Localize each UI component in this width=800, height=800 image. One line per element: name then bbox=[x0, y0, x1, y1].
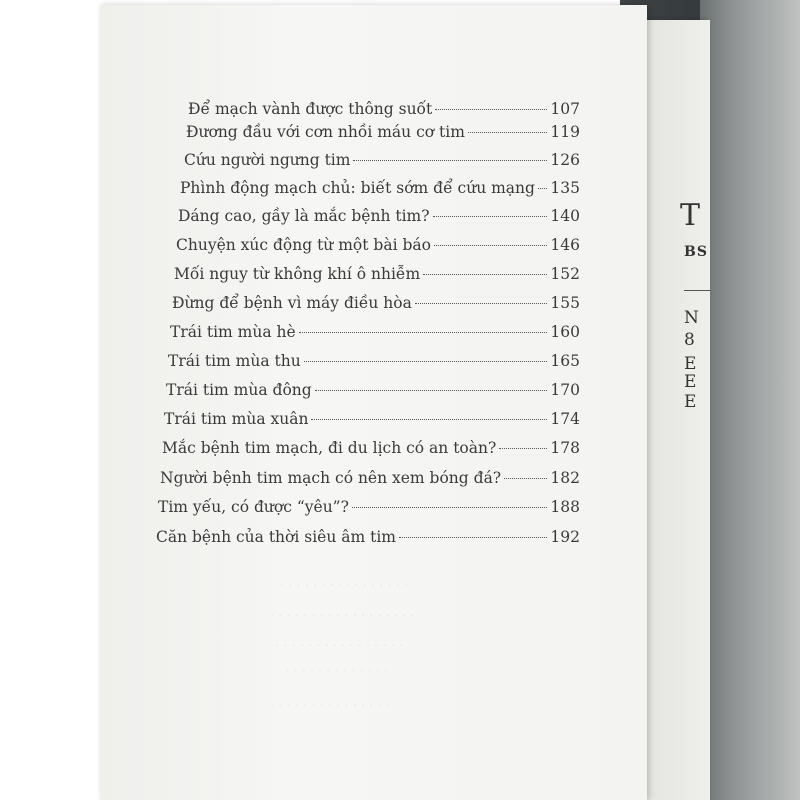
toc-entry[interactable] bbox=[166, 381, 580, 405]
toc-leader-dots bbox=[352, 507, 548, 508]
toc-page-number: 126 bbox=[550, 151, 580, 169]
toc-entry[interactable] bbox=[180, 179, 580, 203]
toc-entry-title: Trái tim mùa xuân bbox=[164, 410, 309, 428]
adjacent-page-title: T bbox=[680, 198, 701, 233]
adjacent-page-line: E bbox=[684, 354, 697, 374]
toc-entry-title: Người bệnh tim mạch có nên xem bóng đá? bbox=[160, 469, 502, 487]
toc-page-number: 146 bbox=[550, 236, 580, 254]
toc-page-number: 182 bbox=[550, 469, 580, 487]
toc-page-number: 192 bbox=[550, 528, 580, 546]
toc-entry-title: Trái tim mùa hè bbox=[170, 323, 296, 341]
toc-page-number: 119 bbox=[550, 123, 580, 141]
toc-page-number: 135 bbox=[550, 179, 580, 197]
toc-leader-dots bbox=[353, 160, 547, 161]
toc-entry[interactable] bbox=[186, 123, 580, 147]
background-book-edge bbox=[700, 0, 800, 800]
toc-leader-dots bbox=[311, 419, 547, 420]
toc-page-number: 188 bbox=[550, 498, 580, 516]
toc-entry[interactable] bbox=[156, 528, 580, 552]
toc-leader-dots bbox=[468, 132, 548, 133]
toc-page-number: 160 bbox=[550, 323, 580, 341]
toc-entry[interactable] bbox=[158, 498, 580, 522]
toc-entry-title: Để mạch vành được thông suốt bbox=[188, 100, 433, 118]
bleed-through-text: . . . . . . . . . . . . . bbox=[285, 660, 389, 675]
toc-entry-title: Chuyện xúc động từ một bài báo bbox=[176, 236, 431, 254]
toc-leader-dots bbox=[434, 245, 547, 246]
toc-page-number: 152 bbox=[550, 265, 580, 283]
adjacent-page-line: 8 bbox=[684, 330, 695, 350]
toc-leader-dots bbox=[433, 216, 548, 217]
toc-entry[interactable] bbox=[172, 294, 580, 318]
toc-leader-dots bbox=[304, 361, 548, 362]
toc-leader-dots bbox=[399, 537, 547, 538]
toc-entry-title: Đừng để bệnh vì máy điều hòa bbox=[172, 294, 412, 312]
adjacent-page-subtitle: BS bbox=[684, 244, 708, 260]
toc-page-number: 155 bbox=[550, 294, 580, 312]
toc-leader-dots bbox=[435, 109, 547, 110]
toc-page-number: 107 bbox=[550, 100, 580, 118]
toc-entry-title: Cứu người ngưng tim bbox=[184, 151, 351, 169]
bleed-through-text: . . . . . . . . . . . . . . . . bbox=[280, 575, 409, 590]
toc-page-number: 140 bbox=[550, 207, 580, 225]
toc-leader-dots bbox=[415, 303, 548, 304]
toc-leader-dots bbox=[423, 274, 547, 275]
toc-entry-title: Mối nguy từ không khí ô nhiễm bbox=[174, 265, 421, 283]
toc-entry[interactable] bbox=[174, 265, 580, 289]
toc-page-number: 178 bbox=[550, 439, 580, 457]
adjacent-page-line: N bbox=[684, 308, 699, 328]
adjacent-page-line: E bbox=[684, 392, 697, 412]
toc-entry[interactable] bbox=[160, 469, 580, 493]
toc-entry-title: Tim yếu, có được “yêu”? bbox=[158, 498, 349, 516]
bleed-through-text: . . . . . . . . . . . . . . . . bbox=[275, 635, 404, 650]
toc-leader-dots bbox=[299, 332, 548, 333]
toc-leader-dots bbox=[504, 478, 547, 479]
toc-leader-dots bbox=[538, 188, 547, 189]
bleed-through-text: . . . . . . . . . . . . . . . . . . bbox=[270, 605, 415, 620]
toc-entry-title: Mắc bệnh tim mạch, đi du lịch có an toàn? bbox=[162, 439, 497, 457]
toc-entry-title: Trái tim mùa thu bbox=[168, 352, 301, 370]
toc-entry[interactable] bbox=[178, 207, 580, 231]
toc-page-number: 174 bbox=[550, 410, 580, 428]
toc-entry[interactable] bbox=[164, 410, 580, 434]
toc-entry[interactable] bbox=[184, 151, 580, 175]
toc-entry[interactable] bbox=[170, 323, 580, 347]
toc-page-number: 170 bbox=[550, 381, 580, 399]
toc-entry-title: Căn bệnh của thời siêu âm tim bbox=[156, 528, 397, 546]
toc-entry[interactable] bbox=[168, 352, 580, 376]
toc-entry-title: Phình động mạch chủ: biết sớm để cứu mạng bbox=[180, 179, 535, 197]
toc-page-number: 165 bbox=[550, 352, 580, 370]
toc-entry-title: Dáng cao, gầy là mắc bệnh tim? bbox=[178, 207, 430, 225]
toc-entry[interactable] bbox=[176, 236, 580, 260]
toc-entry[interactable] bbox=[162, 439, 580, 463]
book-page bbox=[100, 5, 647, 800]
toc-leader-dots bbox=[499, 448, 547, 449]
adjacent-page bbox=[640, 20, 710, 800]
toc-leader-dots bbox=[315, 390, 548, 391]
toc-entry-title: Trái tim mùa đông bbox=[166, 381, 312, 399]
toc-entry-title: Đương đầu với cơn nhồi máu cơ tim bbox=[186, 123, 465, 141]
adjacent-page-divider bbox=[684, 290, 710, 291]
toc-entry[interactable] bbox=[188, 100, 580, 124]
bleed-through-text: . . . . . . . . . . . . . . . bbox=[270, 695, 390, 710]
adjacent-page-line: E bbox=[684, 372, 697, 392]
